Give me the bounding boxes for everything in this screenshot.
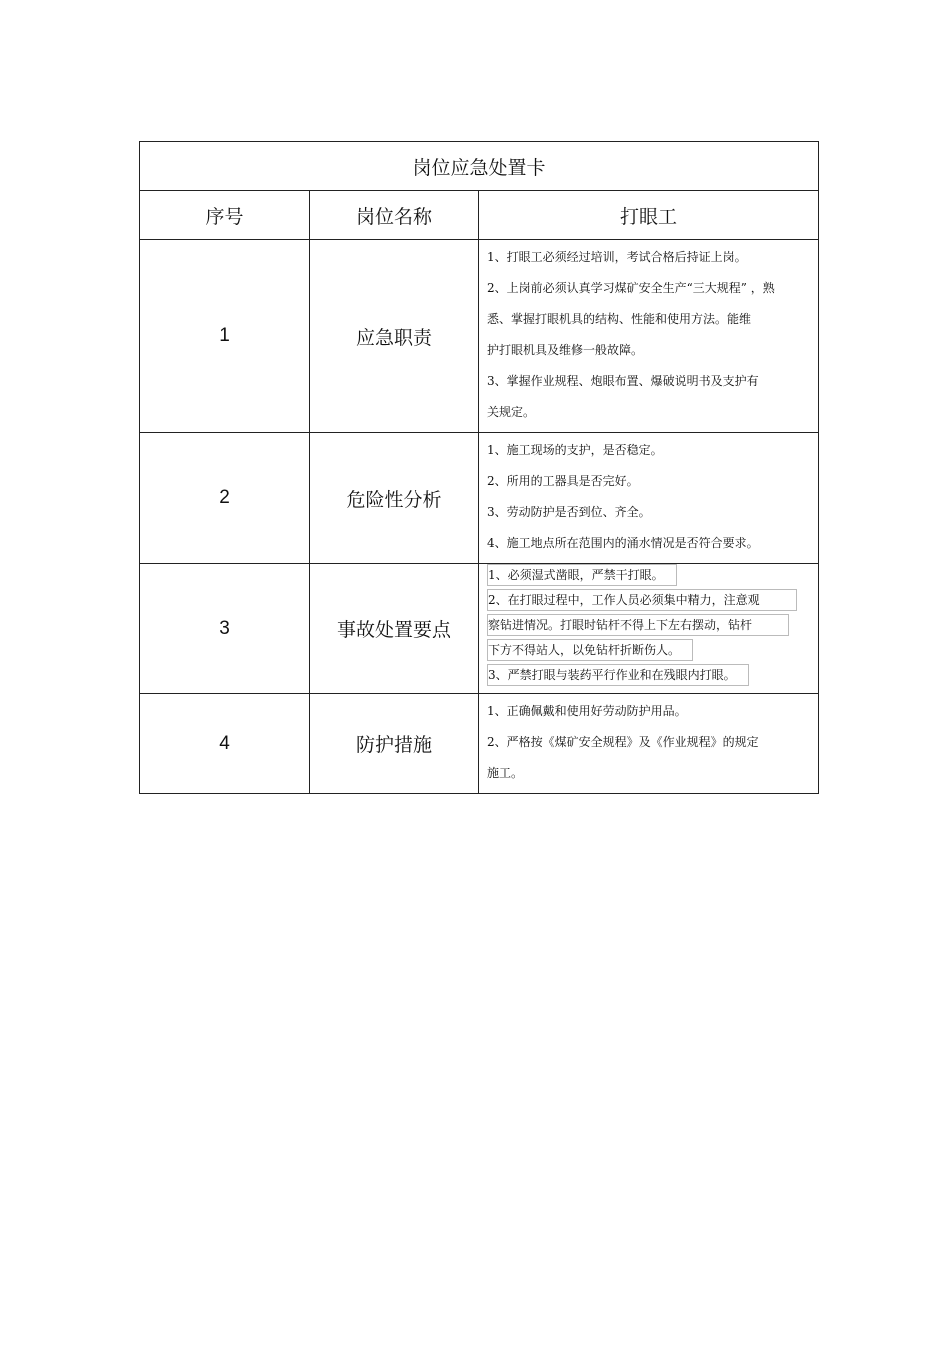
row-index: 3 (140, 564, 310, 694)
header-position: 打眼工 (479, 191, 819, 240)
row-name: 事故处置要点 (310, 564, 479, 694)
content-line: 2、严格按《煤矿安全规程》及《作业规程》的规定 (487, 735, 759, 749)
row-name: 防护措施 (310, 694, 479, 794)
content-line: 1、施工现场的支护，是否稳定。 (487, 443, 663, 457)
row-name: 危险性分析 (310, 433, 479, 564)
content-line: 护打眼机具及维修一般故障。 (487, 343, 644, 357)
emergency-card-table (139, 141, 819, 794)
table-row (140, 240, 819, 433)
content-line: 2、上岗前必须认真学习煤矿安全生产“三大规程” ，熟 (487, 281, 775, 295)
header-index: 序号 (140, 191, 310, 240)
row-content (479, 694, 819, 794)
table-row (140, 564, 819, 694)
content-line: 1、打眼工必须经过培训，考试合格后持证上岗。 (487, 250, 747, 264)
table-row (140, 694, 819, 794)
header-name: 岗位名称 (310, 191, 479, 240)
content-line: 2、所用的工器具是否完好。 (487, 474, 639, 488)
row-content (479, 564, 819, 694)
row-content (479, 240, 819, 433)
row-index: 2 (140, 433, 310, 564)
content-line: 施工。 (487, 766, 524, 780)
row-index: 4 (140, 694, 310, 794)
content-line: 3、严禁打眼与装药平行作业和在残眼内打眼。 (487, 664, 749, 686)
row-content (479, 433, 819, 564)
content-line: 1、必须湿式凿眼，严禁干打眼。 (487, 564, 677, 586)
content-line: 4、施工地点所在范围内的涌水情况是否符合要求。 (487, 536, 759, 550)
content-line: 3、劳动防护是否到位、齐全。 (487, 505, 651, 519)
content-line: 1、正确佩戴和使用好劳动防护用品。 (487, 704, 687, 718)
content-line: 关规定。 (487, 405, 536, 419)
content-line: 2、在打眼过程中，工作人员必须集中精力，注意观 (487, 589, 797, 611)
card-title: 岗位应急处置卡 (140, 142, 819, 191)
content-line: 察钻进情况。打眼时钻杆不得上下左右摆动，钻杆 (487, 614, 789, 636)
row-name: 应急职责 (310, 240, 479, 433)
header-row (140, 191, 819, 240)
content-line: 悉、掌握打眼机具的结构、性能和使用方法。能维 (487, 312, 752, 326)
content-line: 下方不得站人，以免钻杆折断伤人。 (487, 639, 693, 661)
title-row (140, 142, 819, 191)
row-index: 1 (140, 240, 310, 433)
table-row (140, 433, 819, 564)
content-line: 3、掌握作业规程、炮眼布置、爆破说明书及支护有 (487, 374, 759, 388)
